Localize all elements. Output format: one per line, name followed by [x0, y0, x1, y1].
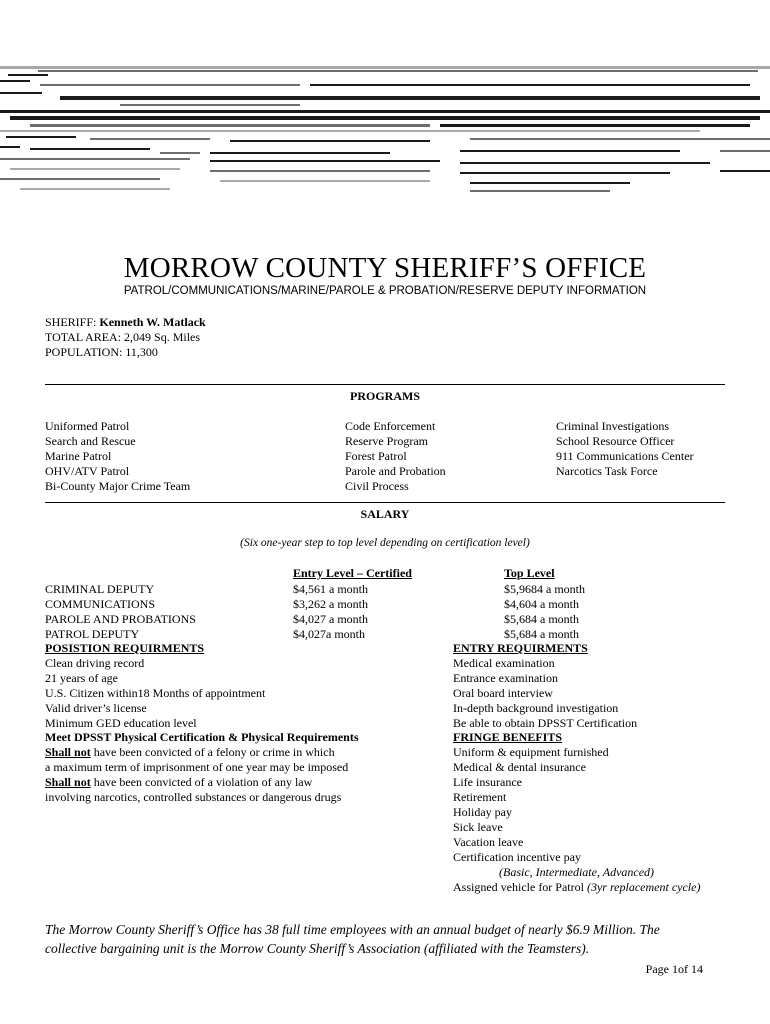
population: POPULATION: 11,300 — [45, 344, 158, 359]
top-salary: $5,684 a month — [504, 611, 579, 626]
programs-col-3 — [556, 419, 694, 479]
entry-requirement-item: Be able to obtain DPSST Certification — [453, 715, 638, 730]
entry-requirements-heading: ENTRY REQUIRMENTS — [453, 641, 588, 655]
county-info — [45, 315, 206, 360]
requirement-item: Clean driving record — [45, 655, 145, 670]
position-requirements — [45, 641, 359, 805]
program-item: 911 Communications Center — [556, 448, 694, 463]
top-salary: $5,9684 a month — [504, 582, 585, 596]
position-name: PAROLE AND PROBATIONS — [45, 611, 196, 626]
benefit-item: Medical & dental insurance — [453, 760, 586, 775]
salary-heading: SALARY — [360, 507, 410, 521]
programs-col-1 — [45, 419, 190, 494]
benefit-item: Vacation leave — [453, 834, 524, 849]
sheriff-name: Kenneth W. Matlack — [99, 315, 206, 329]
entry-requirement-item: Entrance examination — [453, 670, 558, 685]
shall-not: Shall not — [45, 775, 91, 790]
page-subtitle: PATROL/COMMUNICATIONS/MARINE/PAROLE & PROBATION/RESERVE DEPUTY INFORMATION — [123, 285, 647, 297]
program-item: Parole and Probation — [345, 463, 446, 478]
requirement-item: U.S. Citizen within18 Months of appointment — [45, 685, 266, 700]
shall-not: Shall not — [45, 745, 91, 760]
entry-salary: $3,262 a month — [293, 596, 368, 611]
entry-salary: $4,027 a month — [293, 611, 368, 626]
benefit-item: Sick leave — [453, 819, 503, 834]
fringe-benefits-heading: FRINGE BENEFITS — [453, 730, 563, 745]
total-area: TOTAL AREA: 2,049 Sq. Miles — [45, 329, 201, 344]
entry-salary: $4,027a month — [293, 626, 365, 641]
program-item: School Resource Officer — [556, 433, 675, 448]
salary-entry-values — [293, 582, 368, 642]
entry-requirement-item: Medical examination — [453, 655, 555, 670]
requirement-item: Valid driver’s license — [45, 700, 147, 715]
benefit-item: Life insurance — [453, 775, 522, 790]
letterhead-banner — [0, 66, 770, 196]
benefit-item: Certification incentive pay — [453, 849, 581, 864]
dpsst-requirement: Meet DPSST Physical Certification & Physical Requirements — [45, 730, 359, 745]
top-salary: $4,604 a month — [504, 596, 579, 611]
programs-heading: PROGRAMS — [350, 389, 420, 403]
program-item: OHV/ATV Patrol — [45, 463, 130, 478]
entry-requirement-item: Oral board interview — [453, 685, 553, 700]
program-item: Reserve Program — [345, 433, 428, 448]
top-salary: $5,684 a month — [504, 626, 579, 641]
position-name: COMMUNICATIONS — [45, 596, 156, 611]
program-item: Marine Patrol — [45, 448, 112, 463]
entry-salary: $4,561 a month — [293, 582, 368, 596]
salary-positions — [45, 582, 196, 642]
divider-salary — [45, 502, 725, 503]
sheriff-label: SHERIFF: — [45, 315, 97, 329]
violation-line-2: involving narcotics, controlled substances or dangerous drugs — [45, 790, 342, 805]
felony-text: have been convicted of a felony or crime in which — [90, 745, 335, 760]
certification-levels: (Basic, Intermediate, Advanced) — [499, 864, 655, 879]
position-name: PATROL DEPUTY — [45, 626, 140, 641]
vehicle-text: Assigned vehicle for Patrol — [453, 879, 584, 894]
page-title: MORROW COUNTY SHERIFF’S OFFICE — [123, 252, 647, 284]
entry-requirement-item: In-depth background investigation — [453, 700, 619, 715]
program-item: Code Enforcement — [345, 419, 436, 433]
vehicle-benefit — [453, 880, 700, 895]
position-name: CRIMINAL DEPUTY — [45, 582, 155, 596]
entry-and-benefits — [453, 641, 700, 894]
program-item: Uniformed Patrol — [45, 419, 130, 433]
benefit-item: Holiday pay — [453, 804, 512, 819]
felony-line-2: a maximum term of imprisonment of one year may be imposed — [45, 760, 349, 775]
program-item: Forest Patrol — [345, 448, 407, 463]
program-item: Narcotics Task Force — [556, 463, 658, 478]
salary-top-values — [504, 582, 585, 642]
violation-text: have been convicted of a violation of any law — [90, 775, 313, 790]
violation-line-1 — [45, 775, 359, 790]
programs-col-2 — [345, 419, 446, 494]
salary-note: (Six one-year step to top level depending on certification level) — [240, 537, 530, 549]
program-item: Search and Rescue — [45, 433, 136, 448]
sheriff-line — [45, 315, 206, 330]
budget-note: The Morrow County Sheriff’s Office has 38 full time employees with an annual budget of nearly $6.9 Million. The collective bargaining unit is the Morrow County Sheriff’s Association (affiliated with the Teamsters). — [45, 922, 660, 956]
top-level-header: Top Level — [504, 566, 555, 580]
program-item: Civil Process — [345, 478, 409, 493]
position-requirements-heading: POSISTION REQUIRMENTS — [45, 641, 205, 655]
benefit-item: Uniform & equipment furnished — [453, 745, 609, 760]
program-item: Bi-County Major Crime Team — [45, 478, 191, 493]
vehicle-note: (3yr replacement cycle) — [586, 879, 701, 894]
requirement-item: 21 years of age — [45, 670, 118, 685]
program-item: Criminal Investigations — [556, 419, 669, 433]
divider-programs — [45, 384, 725, 385]
benefit-item: Retirement — [453, 790, 507, 805]
felony-line-1 — [45, 745, 359, 760]
requirement-item: Minimum GED education level — [45, 715, 197, 730]
page-number: Page 1of 14 — [645, 962, 703, 976]
entry-level-header: Entry Level – Certified — [293, 566, 412, 580]
